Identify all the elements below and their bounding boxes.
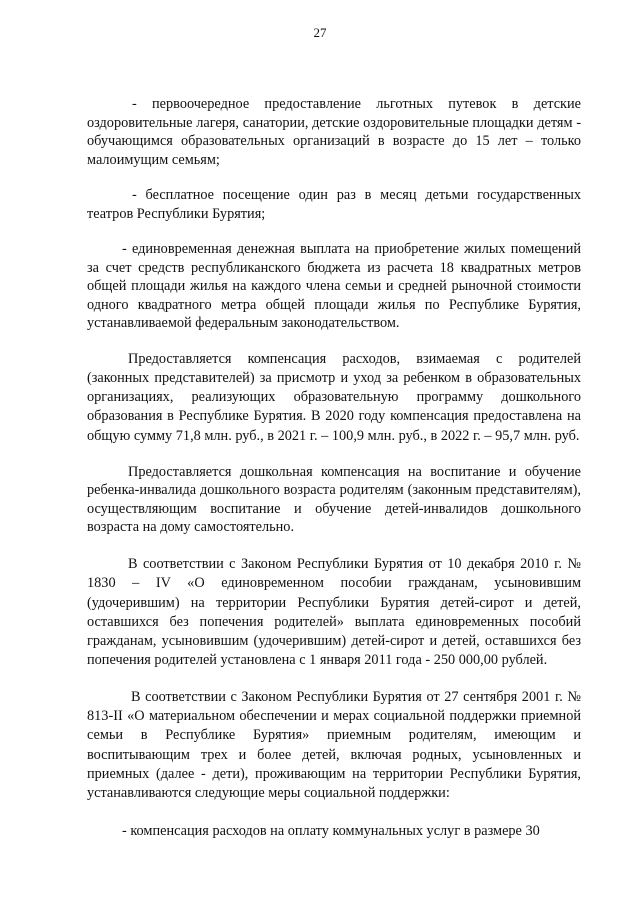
paragraph-free-theatre-visits: - бесплатное посещение один раз в месяц детьми государственных театров Республики Бурятия;	[87, 187, 581, 222]
paragraph-preferential-vouchers: - первоочередное предоставление льготных путевок в детские оздоровительные лагеря, санатории, детские оздоровительные площадки детям - обучающимся образовательных организаций в возрасте до 15 лет – только малоимущим семьям;	[87, 96, 581, 168]
paragraph-disabled-child-compensation: Предоставляется дошкольная компенсация на воспитание и обучение ребенка-инвалида дошкольного возраста родителям (законным представителям), осуществляющим воспитание и обучение детей-инвалидов дошкольного возраста на дому самостоятельно.	[87, 463, 581, 536]
paragraph-preschool-compensation: Предоставляется компенсация расходов, взимаемая с родителей (законных представителей) за присмотр и уход за ребенком в образовательных организациях, реализующих образовательную программу дошкольного образования в Республике Бурятия. В 2020 году компенсация предоставлена на общую сумму 71,8 млн. руб., в 2021 г. – 100,9 млн. руб., в 2022 г. – 95,7 млн. руб.	[87, 350, 581, 444]
paragraph-adoption-allowance: В соответствии с Законом Республики Бурятия от 10 декабря 2010 г. № 1830 – IV «О единовременном пособии гражданам, усыновившим (удочерившим) на территории Республики Бурятия детей-сирот и детей, оставшихся без попечения родителей» выплата единовременных пособий гражданам, усыновившим (удочерившим) детей-сирот и детей, оставшихся без попечения родителей установлена с 1 января 2011 года - 250 000,00 рублей.	[87, 555, 581, 669]
paragraph-utility-compensation: - компенсация расходов на оплату коммунальных услуг в размере 30	[122, 822, 540, 839]
page-number: 27	[313, 25, 327, 40]
document-body	[87, 95, 581, 840]
paragraph-foster-family-support: В соответствии с Законом Республики Бурятия от 27 сентября 2001 г. № 813-II «О материальном обеспечении и мерах социальной поддержки приемной семьи в Республике Бурятия» приемным родителям, имеющим и воспитывающим трех и более детей, включая родных, усыновленных и приемных (далее - дети), проживающим на территории Республики Бурятия, устанавливаются следующие меры социальной поддержки:	[87, 688, 581, 802]
paragraph-housing-payment: - единовременная денежная выплата на приобретение жилых помещений за счет средств республиканского бюджета из расчета 18 квадратных метров общей площади жилья на каждого члена семьи и средней рыночной стоимости одного квадратного метра общей площади жилья по Республике Бурятия, устанавливаемой федеральным законодательством.	[87, 241, 581, 331]
